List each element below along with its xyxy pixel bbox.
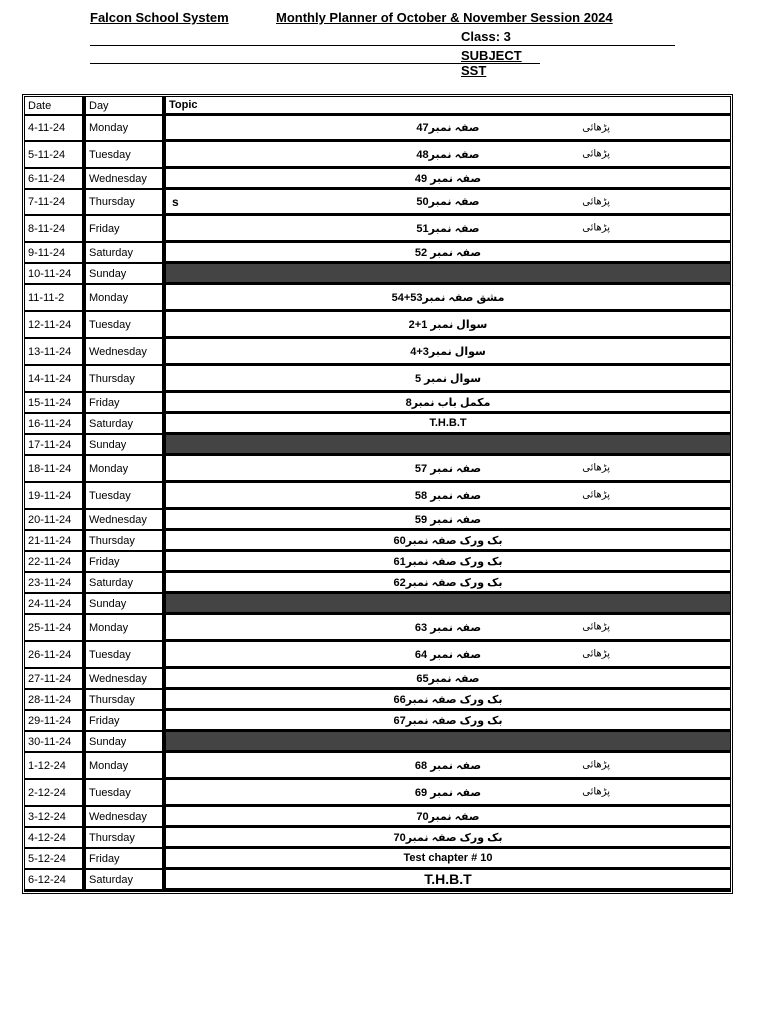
table-header-row <box>25 97 730 116</box>
date-cell: 20-11-24 <box>25 510 86 531</box>
day-cell: Tuesday <box>86 780 166 807</box>
topic-text: بک ورک صفہ نمبر70 <box>393 831 503 844</box>
day-cell: Monday <box>86 285 166 312</box>
day-cell: Tuesday <box>86 312 166 339</box>
day-cell: Sunday <box>86 435 166 456</box>
topic-cell <box>166 190 730 216</box>
date-cell: 22-11-24 <box>25 552 86 573</box>
date-cell: 30-11-24 <box>25 732 86 753</box>
topic-text: صفہ نمبر 52 <box>414 246 482 259</box>
topic-activity: پڑھائی <box>582 759 610 771</box>
table-row <box>25 264 730 285</box>
topic-activity: پڑھائی <box>582 489 610 501</box>
day-cell: Monday <box>86 116 166 142</box>
topic-cell <box>166 669 730 690</box>
topic-cell <box>166 510 730 531</box>
topic-text: صفہ نمبر65 <box>416 672 480 685</box>
subject-label: SUBJECT SST <box>461 48 522 78</box>
topic-text: سوال نمبر 5 <box>414 372 482 385</box>
date-cell: 10-11-24 <box>25 264 86 285</box>
day-cell: Wednesday <box>86 669 166 690</box>
table-row <box>25 435 730 456</box>
table-row <box>25 552 730 573</box>
topic-cell <box>166 711 730 732</box>
topic-lead: s <box>172 194 179 209</box>
date-cell: 26-11-24 <box>25 642 86 669</box>
date-cell: 12-11-24 <box>25 312 86 339</box>
topic-cell <box>166 243 730 264</box>
table-row <box>25 190 730 216</box>
table-row <box>25 594 730 615</box>
topic-cell <box>166 142 730 169</box>
topic-cell <box>166 690 730 711</box>
date-cell: 15-11-24 <box>25 393 86 414</box>
topic-cell <box>166 456 730 483</box>
date-cell: 29-11-24 <box>25 711 86 732</box>
topic-cell <box>166 216 730 243</box>
topic-activity: پڑھائی <box>582 648 610 660</box>
topic-cell <box>166 264 730 285</box>
topic-cell <box>166 615 730 642</box>
date-cell: 27-11-24 <box>25 669 86 690</box>
topic-cell <box>166 285 730 312</box>
day-cell: Sunday <box>86 264 166 285</box>
topic-text: T.H.B.T <box>424 871 472 887</box>
document-header <box>90 10 675 28</box>
topic-text: صفہ نمبر50 <box>416 196 480 208</box>
topic-text: بک ورک صفہ نمبر61 <box>393 555 503 568</box>
table-row <box>25 483 730 510</box>
topic-activity: پڑھائی <box>582 621 610 633</box>
topic-cell <box>166 339 730 366</box>
day-cell: Monday <box>86 615 166 642</box>
day-cell: Friday <box>86 216 166 243</box>
topic-cell <box>166 753 730 780</box>
topic-text: بک ورک صفہ نمبر60 <box>393 534 503 547</box>
column-header-date: Date <box>25 97 86 116</box>
day-cell: Thursday <box>86 366 166 393</box>
table-row <box>25 393 730 414</box>
subject-line <box>90 46 540 78</box>
topic-activity: پڑھائی <box>582 786 610 798</box>
topic-text: صفہ نمبر 69 <box>414 786 482 799</box>
day-cell: Wednesday <box>86 807 166 828</box>
topic-cell <box>166 169 730 190</box>
class-line <box>90 28 675 46</box>
topic-text: مشق صفہ نمبر53+54 <box>391 291 505 304</box>
table-row <box>25 414 730 435</box>
topic-text: صفہ نمبر 58 <box>414 489 482 502</box>
topic-text: صفہ نمبر 57 <box>414 462 482 475</box>
date-cell: 2-12-24 <box>25 780 86 807</box>
topic-cell <box>166 116 730 142</box>
date-cell: 28-11-24 <box>25 690 86 711</box>
day-cell: Thursday <box>86 531 166 552</box>
table-row <box>25 312 730 339</box>
table-row <box>25 285 730 312</box>
day-cell: Sunday <box>86 732 166 753</box>
date-cell: 9-11-24 <box>25 243 86 264</box>
day-cell: Thursday <box>86 190 166 216</box>
table-row <box>25 243 730 264</box>
table-row <box>25 615 730 642</box>
topic-cell <box>166 594 730 615</box>
day-cell: Tuesday <box>86 642 166 669</box>
day-cell: Saturday <box>86 414 166 435</box>
table-row <box>25 366 730 393</box>
topic-activity: پڑھائی <box>582 196 610 207</box>
topic-text: T.H.B.T <box>429 417 467 429</box>
topic-cell <box>166 552 730 573</box>
date-cell: 18-11-24 <box>25 456 86 483</box>
topic-activity: پڑھائی <box>582 148 610 160</box>
column-header-topic: Topic <box>166 97 730 116</box>
table-row <box>25 690 730 711</box>
topic-cell <box>166 732 730 753</box>
topic-text: بک ورک صفہ نمبر66 <box>393 693 503 706</box>
topic-text: صفہ نمبر70 <box>416 810 480 823</box>
date-cell: 1-12-24 <box>25 753 86 780</box>
day-cell: Wednesday <box>86 510 166 531</box>
date-cell: 23-11-24 <box>25 573 86 594</box>
topic-cell <box>166 870 730 891</box>
topic-cell <box>166 483 730 510</box>
table-row <box>25 169 730 190</box>
date-cell: 21-11-24 <box>25 531 86 552</box>
day-cell: Tuesday <box>86 142 166 169</box>
date-cell: 7-11-24 <box>25 190 86 216</box>
topic-cell <box>166 531 730 552</box>
topic-activity: پڑھائی <box>582 462 610 474</box>
topic-cell <box>166 807 730 828</box>
topic-text: سوال نمبر3+4 <box>410 345 486 358</box>
table-row <box>25 753 730 780</box>
day-cell: Friday <box>86 393 166 414</box>
topic-text: صفہ نمبر 49 <box>414 172 482 185</box>
day-cell: Wednesday <box>86 339 166 366</box>
day-cell: Saturday <box>86 243 166 264</box>
date-cell: 8-11-24 <box>25 216 86 243</box>
topic-text: صفہ نمبر 64 <box>414 648 482 661</box>
table-row <box>25 216 730 243</box>
date-cell: 3-12-24 <box>25 807 86 828</box>
topic-text: بک ورک صفہ نمبر62 <box>393 576 503 589</box>
table-row <box>25 711 730 732</box>
date-cell: 6-11-24 <box>25 169 86 190</box>
day-cell: Friday <box>86 711 166 732</box>
topic-cell <box>166 573 730 594</box>
table-row <box>25 339 730 366</box>
day-cell: Sunday <box>86 594 166 615</box>
day-cell: Friday <box>86 849 166 870</box>
topic-text: صفہ نمبر51 <box>416 222 480 235</box>
class-label: Class: 3 <box>461 29 511 44</box>
date-cell: 25-11-24 <box>25 615 86 642</box>
date-cell: 5-12-24 <box>25 849 86 870</box>
table-row <box>25 828 730 849</box>
planner-table <box>22 94 733 894</box>
topic-activity: پڑھائی <box>582 122 610 133</box>
day-cell: Monday <box>86 456 166 483</box>
topic-cell <box>166 414 730 435</box>
table-row <box>25 573 730 594</box>
date-cell: 24-11-24 <box>25 594 86 615</box>
topic-text: صفہ نمبر 68 <box>414 759 482 772</box>
topic-text: Test chapter # 10 <box>403 852 493 864</box>
topic-text: صفہ نمبر47 <box>416 122 480 134</box>
day-cell: Wednesday <box>86 169 166 190</box>
school-name: Falcon School System <box>90 10 229 25</box>
topic-cell <box>166 828 730 849</box>
table-row <box>25 531 730 552</box>
date-cell: 11-11-2 <box>25 285 86 312</box>
day-cell: Tuesday <box>86 483 166 510</box>
table-row <box>25 642 730 669</box>
date-cell: 19-11-24 <box>25 483 86 510</box>
topic-cell <box>166 849 730 870</box>
date-cell: 5-11-24 <box>25 142 86 169</box>
topic-cell <box>166 780 730 807</box>
topic-cell <box>166 393 730 414</box>
date-cell: 17-11-24 <box>25 435 86 456</box>
topic-text: بک ورک صفہ نمبر67 <box>393 714 503 727</box>
date-cell: 14-11-24 <box>25 366 86 393</box>
planner-title: Monthly Planner of October & November Session 2024 <box>276 10 613 25</box>
table-row <box>25 456 730 483</box>
table-row <box>25 807 730 828</box>
topic-cell <box>166 312 730 339</box>
date-cell: 16-11-24 <box>25 414 86 435</box>
day-cell: Monday <box>86 753 166 780</box>
topic-text: صفہ نمبر 59 <box>414 513 482 526</box>
date-cell: 13-11-24 <box>25 339 86 366</box>
date-cell: 6-12-24 <box>25 870 86 891</box>
topic-text: صفہ نمبر 63 <box>414 621 482 634</box>
day-cell: Friday <box>86 552 166 573</box>
table-row <box>25 116 730 142</box>
table-row <box>25 849 730 870</box>
table-row <box>25 669 730 690</box>
topic-cell <box>166 366 730 393</box>
date-cell: 4-12-24 <box>25 828 86 849</box>
day-cell: Saturday <box>86 573 166 594</box>
date-cell: 4-11-24 <box>25 116 86 142</box>
day-cell: Saturday <box>86 870 166 891</box>
table-row <box>25 142 730 169</box>
day-cell: Thursday <box>86 828 166 849</box>
day-cell: Thursday <box>86 690 166 711</box>
topic-text: سوال نمبر 1+2 <box>408 318 488 331</box>
table-row <box>25 732 730 753</box>
topic-cell <box>166 642 730 669</box>
table-row <box>25 870 730 891</box>
column-header-day: Day <box>86 97 166 116</box>
topic-cell <box>166 435 730 456</box>
topic-activity: پڑھائی <box>582 222 610 234</box>
topic-text: صفہ نمبر48 <box>416 148 480 161</box>
table-row <box>25 510 730 531</box>
topic-text: مکمل باب نمبر8 <box>405 396 491 409</box>
table-row <box>25 780 730 807</box>
